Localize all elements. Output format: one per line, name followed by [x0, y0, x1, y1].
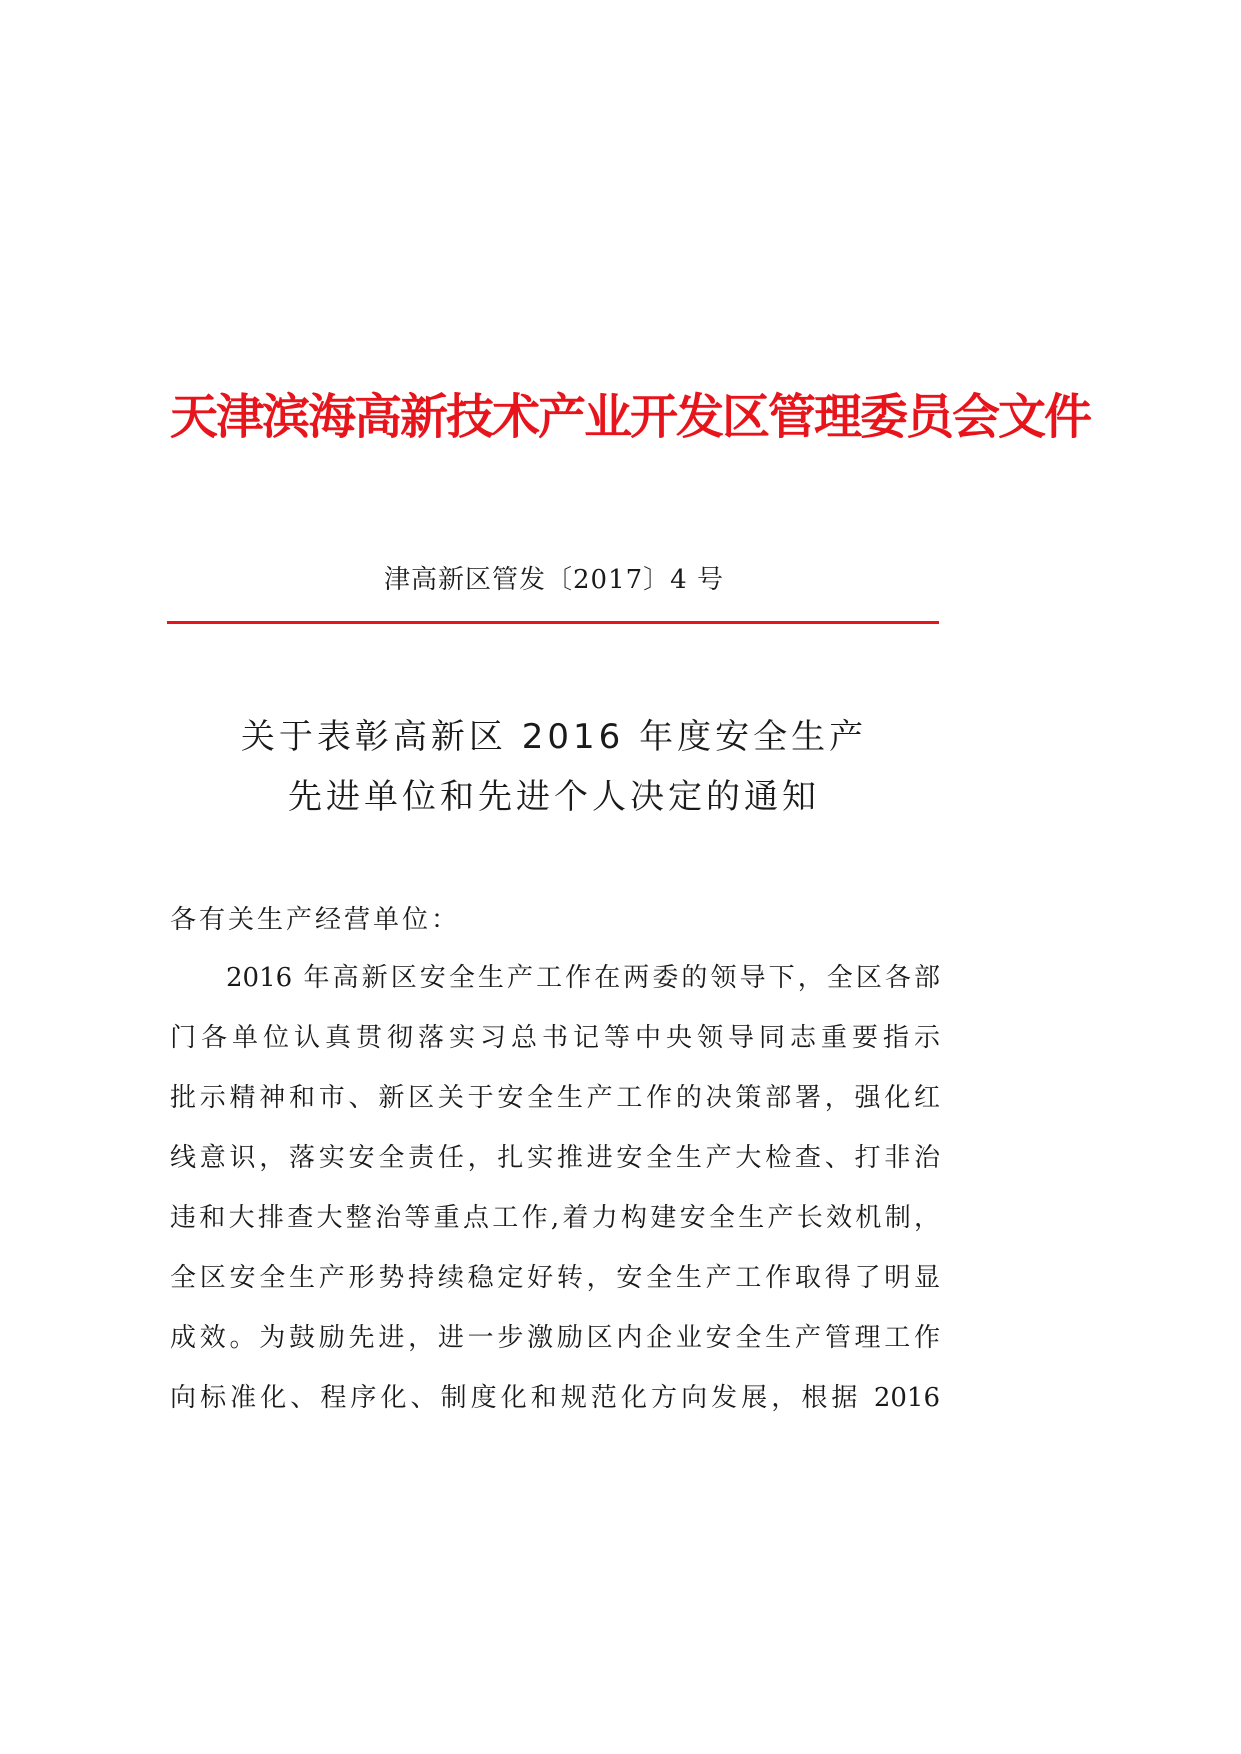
body-text-line: 成效。为鼓励先进，进一步激励区内企业安全生产管理工作 [170, 1323, 940, 1353]
body-text-line: 2016 年高新区安全生产工作在两委的领导下，全区各部 [226, 963, 940, 993]
body-text-line: 向标准化、程序化、制度化和规范化方向发展，根据 2016 [170, 1383, 940, 1413]
body-text-line: 线意识，落实安全责任，扎实推进安全生产大检查、打非治 [170, 1143, 940, 1173]
notice-title-line-2: 先进单位和先进个人决定的通知 [288, 777, 820, 817]
body-text-line: 全区安全生产形势持续稳定好转，安全生产工作取得了明显 [170, 1263, 940, 1293]
salutation: 各有关生产经营单位： [170, 905, 461, 935]
body-text-line: 批示精神和市、新区关于安全生产工作的决策部署，强化红 [170, 1083, 940, 1113]
document-number: 津高新区管发〔2017〕4 号 [384, 565, 724, 595]
red-separator-line [167, 621, 939, 624]
issuing-authority-header: 天津滨海高新技术产业开发区管理委员会文件 [170, 389, 1091, 445]
body-text-line: 门各单位认真贯彻落实习总书记等中央领导同志重要指示 [170, 1023, 940, 1053]
body-text-line: 违和大排查大整治等重点工作,着力构建安全生产长效机制， [170, 1203, 940, 1233]
notice-title-line-1: 关于表彰高新区 2016 年度安全生产 [240, 717, 868, 757]
